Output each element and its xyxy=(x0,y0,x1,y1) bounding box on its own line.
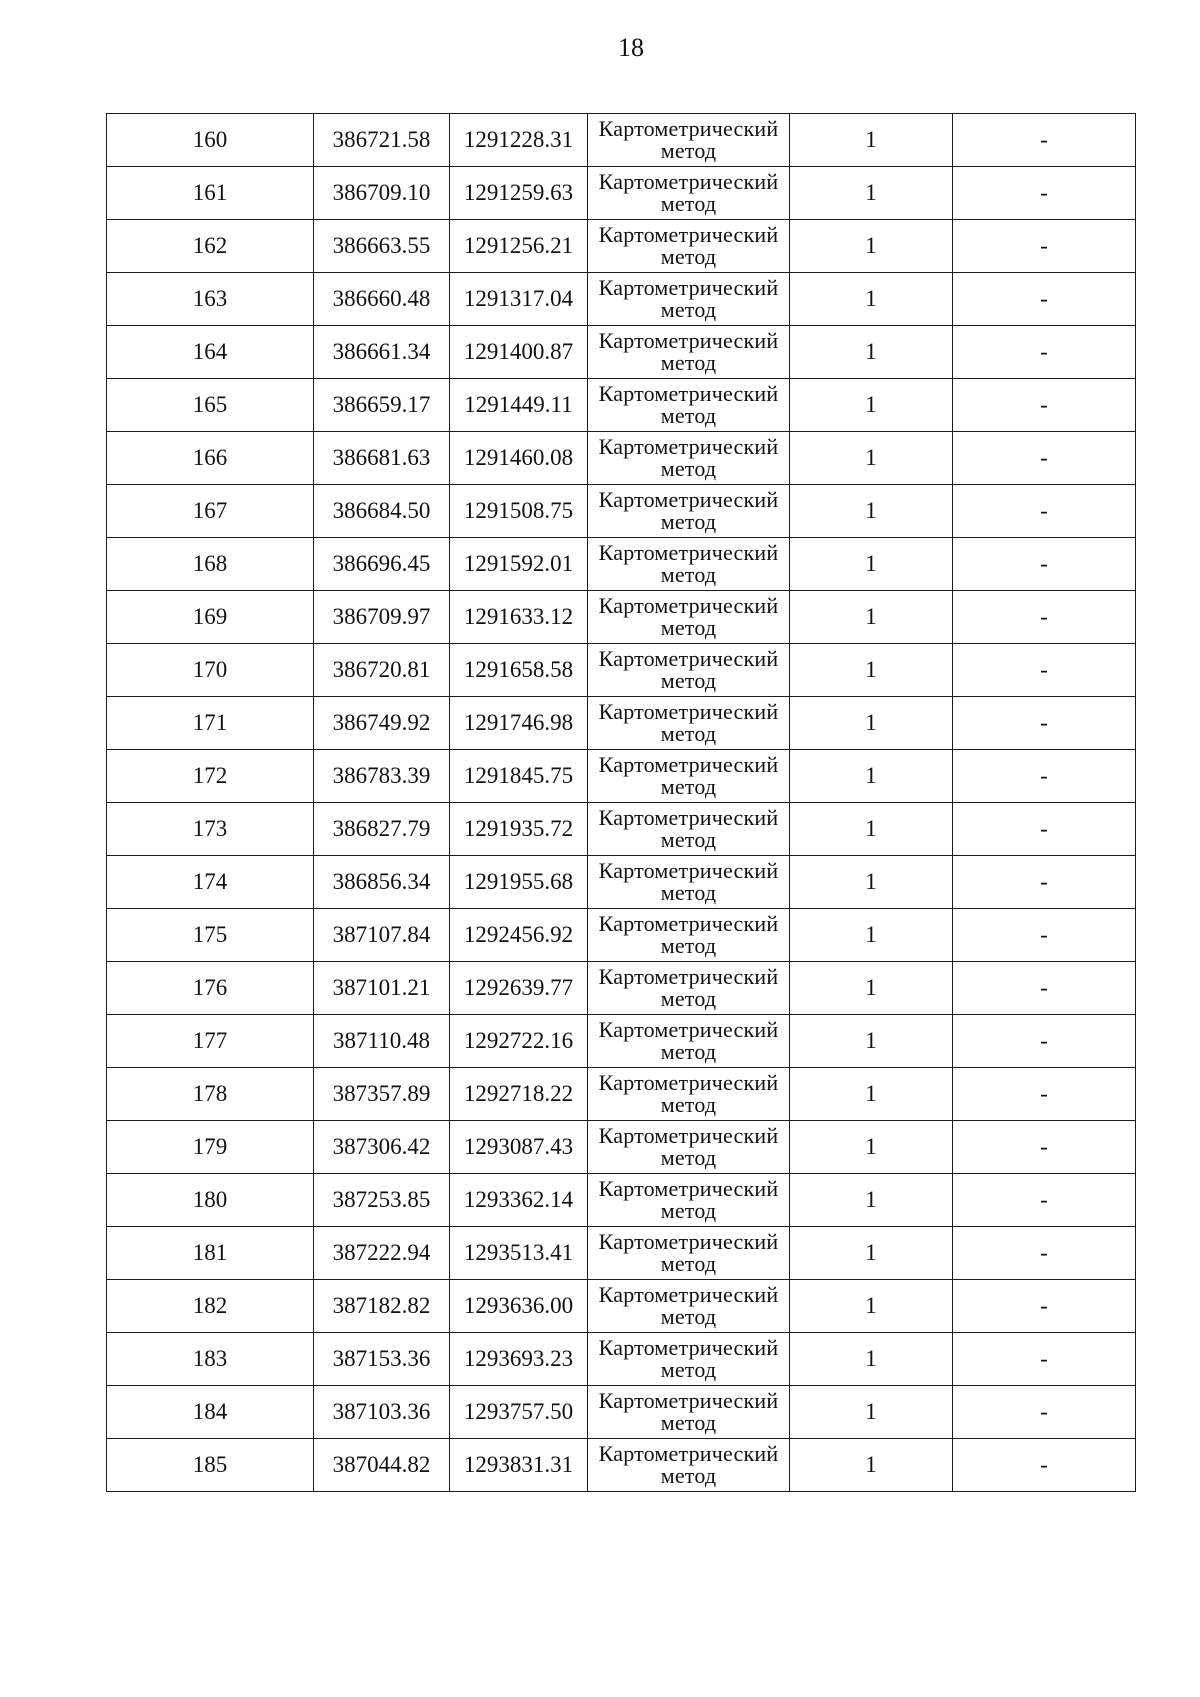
note-cell: - xyxy=(953,644,1136,697)
y-coordinate-cell: 1293362.14 xyxy=(450,1174,588,1227)
method-cell: Картометрический метод xyxy=(588,962,790,1015)
point-number-cell: 178 xyxy=(107,1068,314,1121)
note-cell: - xyxy=(953,1386,1136,1439)
table-row xyxy=(107,1386,1136,1439)
note-cell: - xyxy=(953,1121,1136,1174)
note-cell: - xyxy=(953,591,1136,644)
accuracy-cell: 1 xyxy=(790,167,953,220)
accuracy-cell: 1 xyxy=(790,1439,953,1492)
method-cell: Картометрический метод xyxy=(588,1439,790,1492)
y-coordinate-cell: 1292718.22 xyxy=(450,1068,588,1121)
point-number-cell: 174 xyxy=(107,856,314,909)
method-cell: Картометрический метод xyxy=(588,591,790,644)
note-cell: - xyxy=(953,114,1136,167)
table-row xyxy=(107,962,1136,1015)
table-row xyxy=(107,1121,1136,1174)
x-coordinate-cell: 386696.45 xyxy=(314,538,450,591)
method-cell: Картометрический метод xyxy=(588,485,790,538)
method-cell: Картометрический метод xyxy=(588,750,790,803)
accuracy-cell: 1 xyxy=(790,697,953,750)
table-body xyxy=(107,114,1136,1492)
table-row xyxy=(107,167,1136,220)
table-row xyxy=(107,803,1136,856)
y-coordinate-cell: 1291256.21 xyxy=(450,220,588,273)
method-cell: Картометрический метод xyxy=(588,538,790,591)
accuracy-cell: 1 xyxy=(790,1386,953,1439)
table-row xyxy=(107,1015,1136,1068)
method-cell: Картометрический метод xyxy=(588,856,790,909)
accuracy-cell: 1 xyxy=(790,750,953,803)
accuracy-cell: 1 xyxy=(790,485,953,538)
accuracy-cell: 1 xyxy=(790,909,953,962)
table-row xyxy=(107,485,1136,538)
method-cell: Картометрический метод xyxy=(588,1333,790,1386)
note-cell: - xyxy=(953,379,1136,432)
method-cell: Картометрический метод xyxy=(588,1280,790,1333)
y-coordinate-cell: 1292722.16 xyxy=(450,1015,588,1068)
table-row xyxy=(107,750,1136,803)
table-row xyxy=(107,1227,1136,1280)
accuracy-cell: 1 xyxy=(790,273,953,326)
method-cell: Картометрический метод xyxy=(588,1068,790,1121)
x-coordinate-cell: 387101.21 xyxy=(314,962,450,1015)
accuracy-cell: 1 xyxy=(790,1280,953,1333)
point-number-cell: 168 xyxy=(107,538,314,591)
note-cell: - xyxy=(953,220,1136,273)
method-cell: Картометрический метод xyxy=(588,326,790,379)
note-cell: - xyxy=(953,909,1136,962)
accuracy-cell: 1 xyxy=(790,962,953,1015)
table-row xyxy=(107,1280,1136,1333)
method-cell: Картометрический метод xyxy=(588,1121,790,1174)
y-coordinate-cell: 1291317.04 xyxy=(450,273,588,326)
x-coordinate-cell: 387103.36 xyxy=(314,1386,450,1439)
x-coordinate-cell: 386709.10 xyxy=(314,167,450,220)
page-number: 18 xyxy=(618,33,644,62)
table-row xyxy=(107,379,1136,432)
x-coordinate-cell: 386709.97 xyxy=(314,591,450,644)
x-coordinate-cell: 386720.81 xyxy=(314,644,450,697)
table-row xyxy=(107,856,1136,909)
note-cell: - xyxy=(953,856,1136,909)
method-cell: Картометрический метод xyxy=(588,1386,790,1439)
x-coordinate-cell: 387153.36 xyxy=(314,1333,450,1386)
table-row xyxy=(107,1068,1136,1121)
x-coordinate-cell: 386783.39 xyxy=(314,750,450,803)
note-cell: - xyxy=(953,273,1136,326)
method-cell: Картометрический метод xyxy=(588,644,790,697)
point-number-cell: 170 xyxy=(107,644,314,697)
point-number-cell: 176 xyxy=(107,962,314,1015)
x-coordinate-cell: 386721.58 xyxy=(314,114,450,167)
x-coordinate-cell: 387110.48 xyxy=(314,1015,450,1068)
y-coordinate-cell: 1292639.77 xyxy=(450,962,588,1015)
point-number-cell: 163 xyxy=(107,273,314,326)
note-cell: - xyxy=(953,1015,1136,1068)
method-cell: Картометрический метод xyxy=(588,1015,790,1068)
table-row xyxy=(107,220,1136,273)
table-row xyxy=(107,591,1136,644)
note-cell: - xyxy=(953,1280,1136,1333)
x-coordinate-cell: 386856.34 xyxy=(314,856,450,909)
method-cell: Картометрический метод xyxy=(588,379,790,432)
method-cell: Картометрический метод xyxy=(588,167,790,220)
accuracy-cell: 1 xyxy=(790,114,953,167)
note-cell: - xyxy=(953,538,1136,591)
y-coordinate-cell: 1291228.31 xyxy=(450,114,588,167)
accuracy-cell: 1 xyxy=(790,591,953,644)
accuracy-cell: 1 xyxy=(790,1174,953,1227)
accuracy-cell: 1 xyxy=(790,1333,953,1386)
table-row xyxy=(107,1174,1136,1227)
accuracy-cell: 1 xyxy=(790,856,953,909)
x-coordinate-cell: 387182.82 xyxy=(314,1280,450,1333)
method-cell: Картометрический метод xyxy=(588,1227,790,1280)
accuracy-cell: 1 xyxy=(790,326,953,379)
point-number-cell: 162 xyxy=(107,220,314,273)
accuracy-cell: 1 xyxy=(790,1068,953,1121)
y-coordinate-cell: 1293831.31 xyxy=(450,1439,588,1492)
y-coordinate-cell: 1293087.43 xyxy=(450,1121,588,1174)
point-number-cell: 184 xyxy=(107,1386,314,1439)
point-number-cell: 171 xyxy=(107,697,314,750)
accuracy-cell: 1 xyxy=(790,803,953,856)
table-row xyxy=(107,1439,1136,1492)
x-coordinate-cell: 386827.79 xyxy=(314,803,450,856)
coordinates-table xyxy=(106,113,1136,1492)
point-number-cell: 166 xyxy=(107,432,314,485)
y-coordinate-cell: 1291658.58 xyxy=(450,644,588,697)
y-coordinate-cell: 1293513.41 xyxy=(450,1227,588,1280)
point-number-cell: 165 xyxy=(107,379,314,432)
method-cell: Картометрический метод xyxy=(588,1174,790,1227)
table-row xyxy=(107,538,1136,591)
x-coordinate-cell: 387306.42 xyxy=(314,1121,450,1174)
table-row xyxy=(107,1333,1136,1386)
note-cell: - xyxy=(953,697,1136,750)
table-row xyxy=(107,644,1136,697)
y-coordinate-cell: 1291400.87 xyxy=(450,326,588,379)
table-row xyxy=(107,432,1136,485)
y-coordinate-cell: 1291633.12 xyxy=(450,591,588,644)
note-cell: - xyxy=(953,1174,1136,1227)
note-cell: - xyxy=(953,1068,1136,1121)
note-cell: - xyxy=(953,1227,1136,1280)
y-coordinate-cell: 1291955.68 xyxy=(450,856,588,909)
x-coordinate-cell: 387222.94 xyxy=(314,1227,450,1280)
note-cell: - xyxy=(953,750,1136,803)
point-number-cell: 175 xyxy=(107,909,314,962)
x-coordinate-cell: 387107.84 xyxy=(314,909,450,962)
point-number-cell: 181 xyxy=(107,1227,314,1280)
y-coordinate-cell: 1291508.75 xyxy=(450,485,588,538)
point-number-cell: 173 xyxy=(107,803,314,856)
point-number-cell: 169 xyxy=(107,591,314,644)
note-cell: - xyxy=(953,1439,1136,1492)
table-row xyxy=(107,273,1136,326)
x-coordinate-cell: 387357.89 xyxy=(314,1068,450,1121)
point-number-cell: 167 xyxy=(107,485,314,538)
note-cell: - xyxy=(953,1333,1136,1386)
y-coordinate-cell: 1291449.11 xyxy=(450,379,588,432)
point-number-cell: 180 xyxy=(107,1174,314,1227)
x-coordinate-cell: 386659.17 xyxy=(314,379,450,432)
y-coordinate-cell: 1292456.92 xyxy=(450,909,588,962)
method-cell: Картометрический метод xyxy=(588,909,790,962)
x-coordinate-cell: 386663.55 xyxy=(314,220,450,273)
accuracy-cell: 1 xyxy=(790,1227,953,1280)
note-cell: - xyxy=(953,803,1136,856)
x-coordinate-cell: 386660.48 xyxy=(314,273,450,326)
table-row xyxy=(107,909,1136,962)
method-cell: Картометрический метод xyxy=(588,432,790,485)
point-number-cell: 183 xyxy=(107,1333,314,1386)
note-cell: - xyxy=(953,326,1136,379)
y-coordinate-cell: 1291592.01 xyxy=(450,538,588,591)
x-coordinate-cell: 386684.50 xyxy=(314,485,450,538)
point-number-cell: 177 xyxy=(107,1015,314,1068)
x-coordinate-cell: 386661.34 xyxy=(314,326,450,379)
accuracy-cell: 1 xyxy=(790,1015,953,1068)
y-coordinate-cell: 1293757.50 xyxy=(450,1386,588,1439)
accuracy-cell: 1 xyxy=(790,1121,953,1174)
x-coordinate-cell: 386749.92 xyxy=(314,697,450,750)
table-row xyxy=(107,326,1136,379)
y-coordinate-cell: 1291746.98 xyxy=(450,697,588,750)
point-number-cell: 160 xyxy=(107,114,314,167)
x-coordinate-cell: 386681.63 xyxy=(314,432,450,485)
y-coordinate-cell: 1293636.00 xyxy=(450,1280,588,1333)
x-coordinate-cell: 387044.82 xyxy=(314,1439,450,1492)
note-cell: - xyxy=(953,167,1136,220)
y-coordinate-cell: 1291935.72 xyxy=(450,803,588,856)
note-cell: - xyxy=(953,962,1136,1015)
y-coordinate-cell: 1293693.23 xyxy=(450,1333,588,1386)
method-cell: Картометрический метод xyxy=(588,220,790,273)
accuracy-cell: 1 xyxy=(790,644,953,697)
method-cell: Картометрический метод xyxy=(588,273,790,326)
point-number-cell: 179 xyxy=(107,1121,314,1174)
accuracy-cell: 1 xyxy=(790,432,953,485)
method-cell: Картометрический метод xyxy=(588,803,790,856)
point-number-cell: 161 xyxy=(107,167,314,220)
point-number-cell: 185 xyxy=(107,1439,314,1492)
accuracy-cell: 1 xyxy=(790,538,953,591)
method-cell: Картометрический метод xyxy=(588,697,790,750)
note-cell: - xyxy=(953,432,1136,485)
y-coordinate-cell: 1291460.08 xyxy=(450,432,588,485)
y-coordinate-cell: 1291845.75 xyxy=(450,750,588,803)
table-row xyxy=(107,114,1136,167)
table-row xyxy=(107,697,1136,750)
point-number-cell: 182 xyxy=(107,1280,314,1333)
accuracy-cell: 1 xyxy=(790,379,953,432)
note-cell: - xyxy=(953,485,1136,538)
y-coordinate-cell: 1291259.63 xyxy=(450,167,588,220)
x-coordinate-cell: 387253.85 xyxy=(314,1174,450,1227)
method-cell: Картометрический метод xyxy=(588,114,790,167)
point-number-cell: 172 xyxy=(107,750,314,803)
accuracy-cell: 1 xyxy=(790,220,953,273)
point-number-cell: 164 xyxy=(107,326,314,379)
